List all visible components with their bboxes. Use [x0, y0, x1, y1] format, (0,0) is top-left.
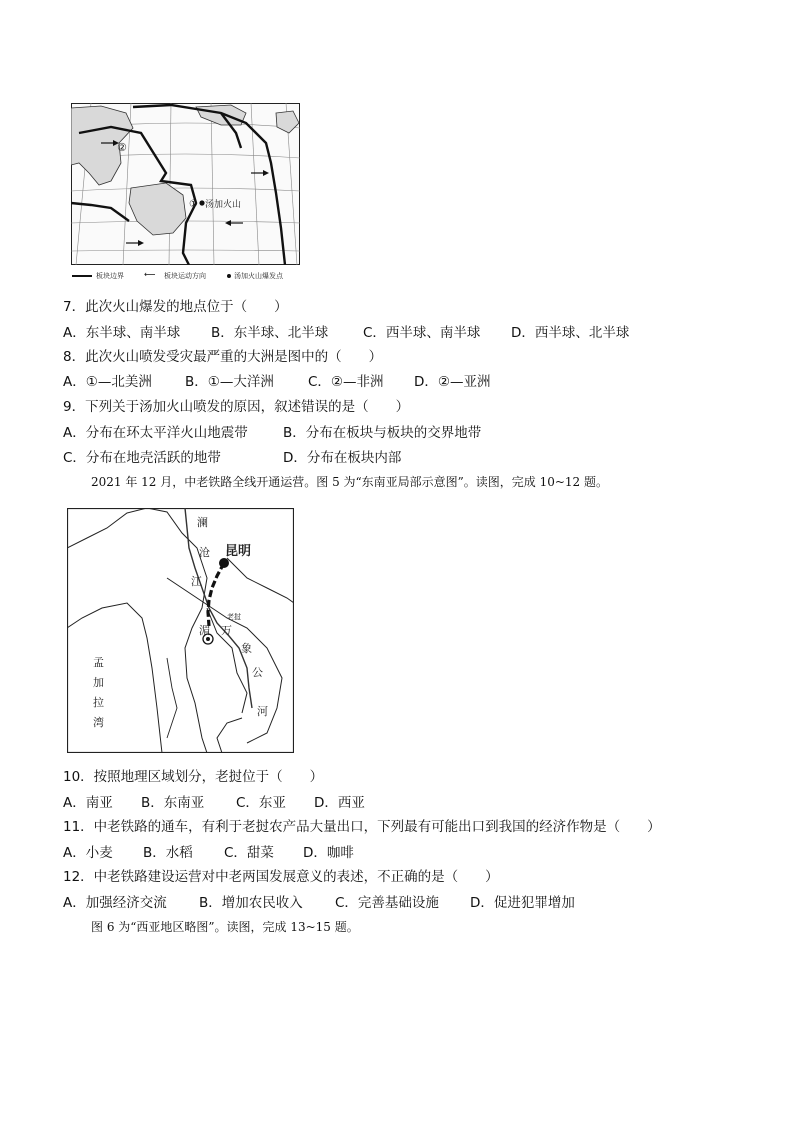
question-8-option-a: A．①—北美洲 — [63, 374, 152, 390]
question-11-option-b: B．水稻 — [143, 845, 193, 861]
question-7-option-d: D．西半球、北半球 — [511, 325, 630, 341]
question-9-option-c: C．分布在地壳活跃的地带 — [63, 450, 221, 466]
mekong-river-char-2: 公 — [252, 666, 263, 679]
bay-of-bengal-char-4: 湾 — [93, 716, 104, 729]
legend-eruption-dot-icon — [227, 274, 231, 278]
vientiane-char-1: 万 — [221, 624, 232, 637]
question-12-stem: 12．中老铁路建设运营对中老两国发展意义的表述，不正确的是（ ） — [63, 869, 499, 885]
marker-1: ① — [189, 199, 198, 210]
lancang-river-char-3: 江 — [191, 575, 202, 588]
question-9-option-d: D．分布在板块内部 — [283, 450, 402, 466]
lancang-river-char-1: 澜 — [197, 516, 208, 529]
question-11-option-a: A．小麦 — [63, 845, 113, 861]
question-7-stem: 7．此次火山爆发的地点位于（ ） — [63, 299, 288, 315]
kunming-label: 昆明 — [225, 544, 252, 559]
bay-of-bengal-char-3: 拉 — [93, 696, 104, 709]
lancang-river-char-2: 沧 — [199, 546, 210, 559]
plate-map-legend — [72, 270, 302, 282]
legend-boundary-label: 板块边界 — [96, 272, 124, 280]
plate-map-svg — [71, 103, 300, 265]
question-8-option-c: C．②—非洲 — [308, 374, 384, 390]
mekong-river-char-1: 湄 — [199, 624, 210, 637]
question-8-stem: 8．此次火山喷发受灾最严重的大洲是图中的（ ） — [63, 349, 383, 365]
question-10-option-d: D．西亚 — [314, 795, 365, 811]
marker-2: ② — [117, 141, 127, 154]
laos-label: 老挝 — [227, 613, 241, 621]
question-10-stem: 10．按照地理区域划分，老挝位于（ ） — [63, 769, 324, 785]
question-11-option-c: C．甜菜 — [224, 845, 274, 861]
question-7-option-b: B．东半球、北半球 — [211, 325, 329, 341]
question-12-option-c: C．完善基础设施 — [335, 895, 439, 911]
legend-eruption-label: 汤加火山爆发点 — [234, 272, 283, 280]
question-7-option-a: A．东半球、南半球 — [63, 325, 181, 341]
question-9-option-b: B．分布在板块与板块的交界地带 — [283, 425, 482, 441]
question-12-option-d: D．促进犯罪增加 — [470, 895, 575, 911]
question-9-stem: 9．下列关于汤加火山喷发的原因，叙述错误的是（ ） — [63, 399, 410, 415]
question-11-option-d: D．咖啡 — [303, 845, 354, 861]
volcano-label: 汤加火山 — [205, 200, 242, 210]
question-10-option-c: C．东亚 — [236, 795, 286, 811]
legend-motion-arrow-icon: ⟵ — [144, 270, 156, 279]
question-12-option-a: A．加强经济交流 — [63, 895, 167, 911]
question-12-option-b: B．增加农民收入 — [199, 895, 303, 911]
legend-motion-label: 板块运动方向 — [164, 272, 206, 280]
question-9-option-a: A．分布在环太平洋火山地震带 — [63, 425, 248, 441]
intro-questions-13-15: 图 6 为“西亚地区略图”。读图，完成 13~15 题。 — [91, 920, 359, 934]
intro-questions-10-12: 2021 年 12 月，中老铁路全线开通运营。图 5 为“东南亚局部示意图”。读图，完成 10~12 题。 — [91, 475, 609, 489]
question-10-option-a: A．南亚 — [63, 795, 113, 811]
question-8-option-b: B．①—大洋洲 — [185, 374, 274, 390]
bay-of-bengal-char-2: 加 — [93, 676, 104, 689]
legend-boundary-swatch — [72, 275, 92, 277]
question-11-stem: 11．中老铁路的通车，有利于老挝农产品大量出口，下列最有可能出口到我国的经济作物是（ ） — [63, 819, 661, 835]
bay-of-bengal-char-1: 孟 — [93, 656, 104, 669]
vientiane-char-2: 象 — [241, 642, 252, 655]
southeast-asia-map — [67, 508, 294, 753]
question-7-option-c: C．西半球、南半球 — [363, 325, 481, 341]
plate-map — [71, 103, 300, 265]
mekong-river-char-3: 河 — [257, 705, 268, 718]
question-8-option-d: D．②—亚洲 — [414, 374, 491, 390]
question-10-option-b: B．东南亚 — [141, 795, 205, 811]
